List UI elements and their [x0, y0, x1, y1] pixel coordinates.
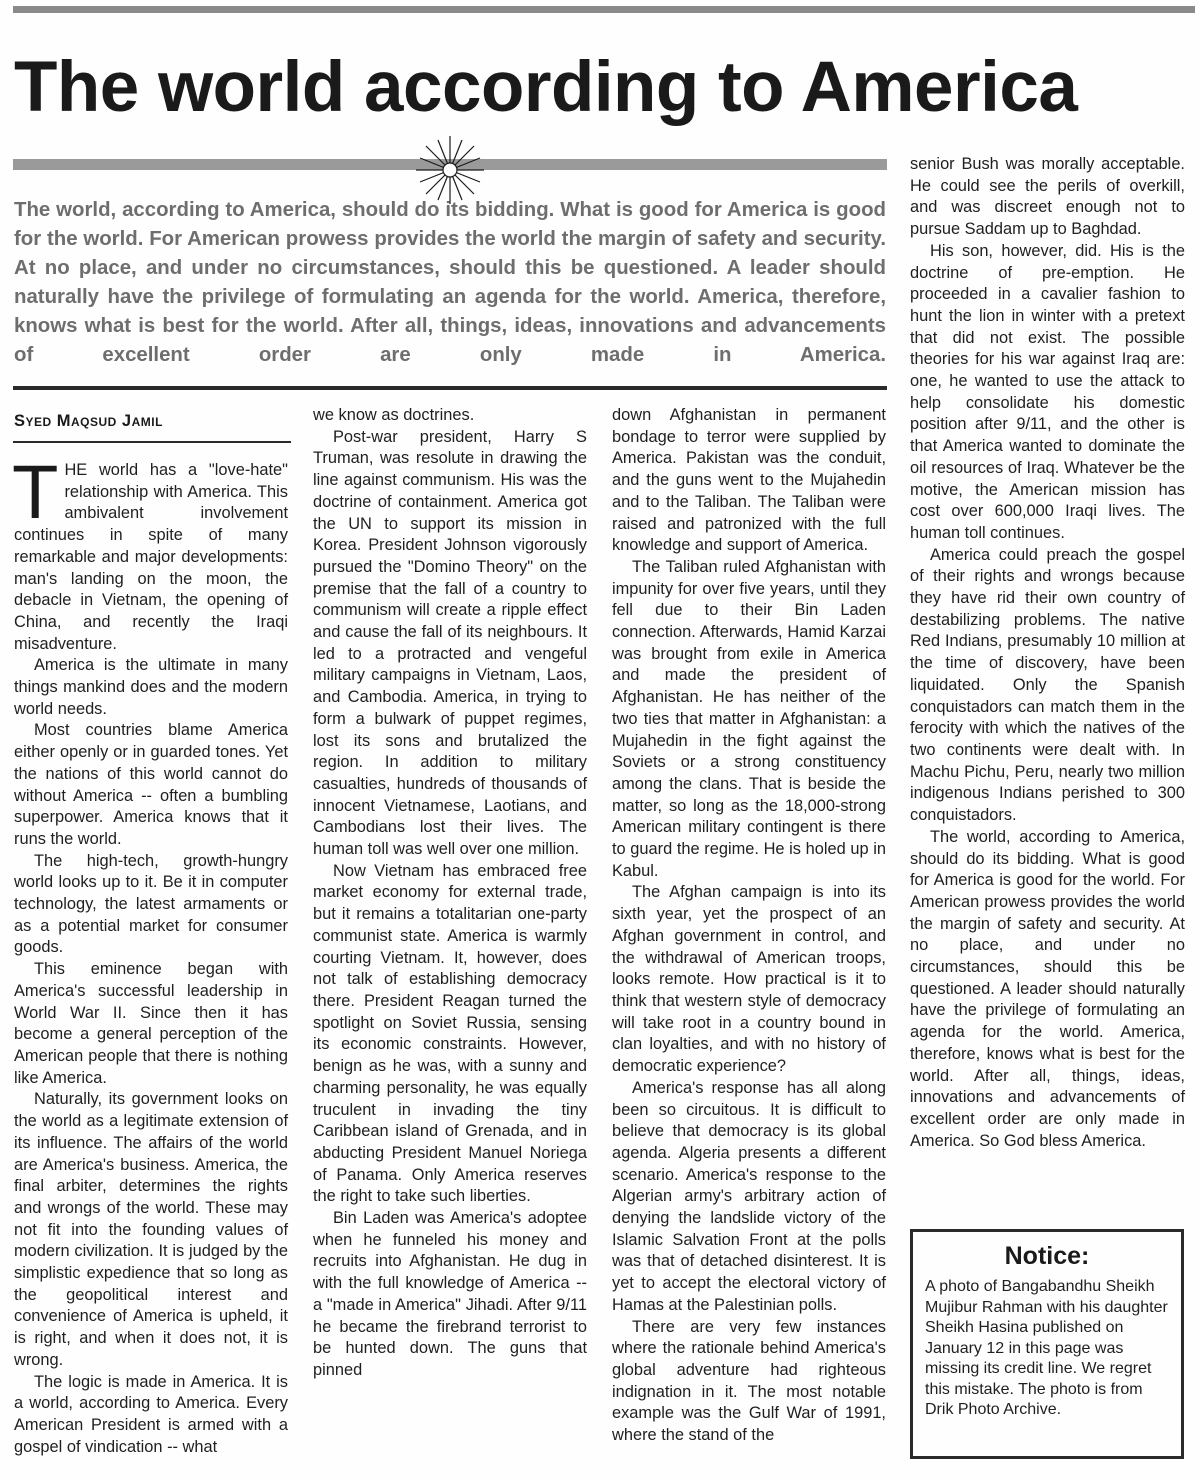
article-paragraph: This eminence began with America's successful leadership in World War II. Since then it has become a general perception of the American people that there is nothing like America.: [14, 960, 288, 1087]
headline: The world according to America: [14, 48, 1078, 127]
article-column-1: [12, 450, 288, 1458]
article-paragraph: America is the ultimate in many things mankind does and the modern world needs.: [14, 656, 288, 718]
article-paragraph: we know as doctrines.: [313, 406, 475, 424]
article-paragraph: His son, however, did. His is the doctrine of pre-emption. He proceeded in a cavalier fashion to hunt the lion in winter with a pretext that did not exist. The possible theories for his war against Iraq are: one, he wanted to use the attack to help consolidate his domestic position after 9/11, and the other is that America wanted to dominate the oil resources of Iraq. Whatever be the motive, the American mission has cost over 600,000 Iraqi lives. The human toll continues.: [910, 241, 1185, 542]
article-paragraph: America could preach the gospel of their rights and wrongs because they have rid their own country of destabilizing problems. The native Red Indians, presumably 10 million at the time of discovery, have been liquidated. Only the Spanish conquistadors can match them in the ferocity with which the natives of the two continents were dealt with. In Machu Pichu, Peru, nearly two million indigenous Indians perished to 300 conquistadors.: [910, 545, 1185, 825]
article-paragraph: Post-war president, Harry S Truman, was resolute in drawing the line against communism. His was the doctrine of containment. America got the UN to support its mission in Korea. President Johnson vigorously pursued the "Domino Theory" on the premise that the fall of a country to communism will create a ripple effect and cause the fall of its neighbours. It led to a protracted and vengeful military campaigns in Vietnam, Laos, and Cambodia. America, in trying to form a bulwark of puppet regimes, lost its sons and brutalized the region. In addition to military casualties, hundreds of thousands of innocent Vietnamese, Laotians, and Cambodians lost their lives. The human toll was well over one million.: [313, 427, 587, 859]
paragraph-text: HE world has a "love-hate" relationship with America. This ambivalent involvement continues in spite of many remarkable and major developments: man's landing on the moon, the debacle in Vietnam, the opening of China, and recently the Iraqi misadventure.: [14, 461, 288, 653]
byline-rule: [13, 441, 291, 443]
notice-text: A photo of Bangabandhu Sheikh Mujibur Rahman with his daughter Sheikh Hasina published on January 12 in this page was missing its credit line. We regret this mistake. The photo is from Drik Photo Archive.: [925, 1278, 1168, 1418]
article-column-3: [612, 405, 886, 1447]
article-paragraph: The logic is made in America. It is a world, according to America. Every American President is armed with a gospel of vindication -- what: [14, 1372, 288, 1456]
article-paragraph: Now Vietnam has embraced free market economy for external trade, but it remains a totalitarian one-party communist state. America is warmly courting Vietnam. It, however, does not talk of establishing democracy there. President Reagan turned the spotlight on Soviet Russia, sensing its economic constraints. However, benign as he was, with a sunny and charming personality, he was equally truculent in invading the tiny Caribbean island of Grenada, and in abducting President Manuel Noriega of Panama. Only America reserves the right to take such liberties.: [313, 861, 587, 1206]
article-paragraph: The Afghan campaign is into its sixth year, yet the prospect of an Afghan government in control, and the withdrawal of American troops, looks remote. How practical is it to think that western style of democracy will take root in a country bound in clan loyalties, and with no history of democratic experience?: [612, 883, 886, 1076]
article-paragraph: The Taliban ruled Afghanistan with impunity for over five years, until they fell due to their Bin Laden connection. Afterwards, Hamid Karzai was brought from exile in America and made the president of Afghanistan. He has neither of the two ties that matter in Afghanistan: a Mujahedin in the fight against the Soviets or a strong constituency among the clans. That is beside the matter, so long as the 18,000-strong American military contingent is there to guard the regime. He is holed up in Kabul.: [612, 557, 886, 880]
notice-title: Notice:: [1004, 1242, 1090, 1270]
article-paragraph: There are very few instances where the rationale behind America's global adventure had righteous indignation in it. The most notable example was the Gulf War of 1991, where the stand of the: [612, 1317, 886, 1445]
article-paragraph: America's response has all along been so circuitous. It is difficult to believe that democracy is its global agenda. Algeria presents a different scenario. America's response to the Algerian army's arbitrary action of denying the landslide victory of the Islamic Salvation Front at the polls was that of detached disinterest. It is yet to accept the electoral victory of Hamas at the Palestinian polls.: [612, 1078, 886, 1314]
article-paragraph: The world, according to America, should do its bidding. What is good for America is good for the world. For American prowess provides the world the margin of safety and security. At no place, and under no circumstances, should this be questioned. A leader should naturally have the privilege of formulating an agenda for the world. America, therefore, knows what is best for the world. After all, things, ideas, innovations and advancements of excellent order are only made in America. So God bless America.: [910, 827, 1185, 1150]
article-column-4: [910, 154, 1185, 1152]
byline: Syed Maqsud Jamil: [14, 412, 163, 430]
lead-bottom-rule: [13, 386, 887, 390]
article-paragraph: The high-tech, growth-hungry world looks up to it. Be it in computer technology, the latest armaments or as a potential market for consumer goods.: [14, 851, 288, 957]
lead-paragraph: The world, according to America, should do its bidding. What is good for America is good for the world. For American prowess provides the world the margin of safety and security. At no place, and under no circumstances, should this be questioned. A leader should naturally have the privilege of formulating an agenda for the world. America, therefore, knows what is best for the world. After all, things, ideas, innovations and advancements of excellent order are only made in America.: [14, 199, 886, 366]
top-rule: [13, 6, 1195, 13]
article-paragraph: [12, 450, 288, 655]
notice-box: [910, 1229, 1184, 1459]
drop-cap: T: [12, 450, 59, 535]
article-paragraph: down Afghanistan in permanent bondage to terror were supplied by America. Pakistan was the conduit, and the guns went to the Mujahedin and to the Taliban. The Taliban were raised and patronized with the full knowledge and support of America.: [612, 406, 886, 555]
article-paragraph: senior Bush was morally acceptable. He could see the perils of overkill, and was discreet enough not to pursue Saddam up to Baghdad.: [910, 155, 1185, 239]
article-paragraph: Naturally, its government looks on the world as a legitimate extension of its influence. The affairs of the world are America's business. America, the final arbiter, determines the rights and wrongs of the world. These may not fit into the founding values of modern civilization. It is judged by the simplistic expedience that so long as the geopolitical interest and convenience of America is upheld, it is right, and when it does not, it is wrong.: [14, 1090, 288, 1369]
article-paragraph: Most countries blame America either openly or in guarded tones. Yet the nations of this world cannot do without America -- often a bumbling superpower. America knows that it runs the world.: [14, 721, 288, 848]
article-column-2: [313, 405, 587, 1382]
article-paragraph: Bin Laden was America's adoptee when he funneled his money and recruits into Afghanistan. He dug in with the full knowledge of America -- a "made in America" Jihadi. After 9/11 he became the firebrand terrorist to be hunted down. The guns that pinned: [313, 1209, 587, 1379]
